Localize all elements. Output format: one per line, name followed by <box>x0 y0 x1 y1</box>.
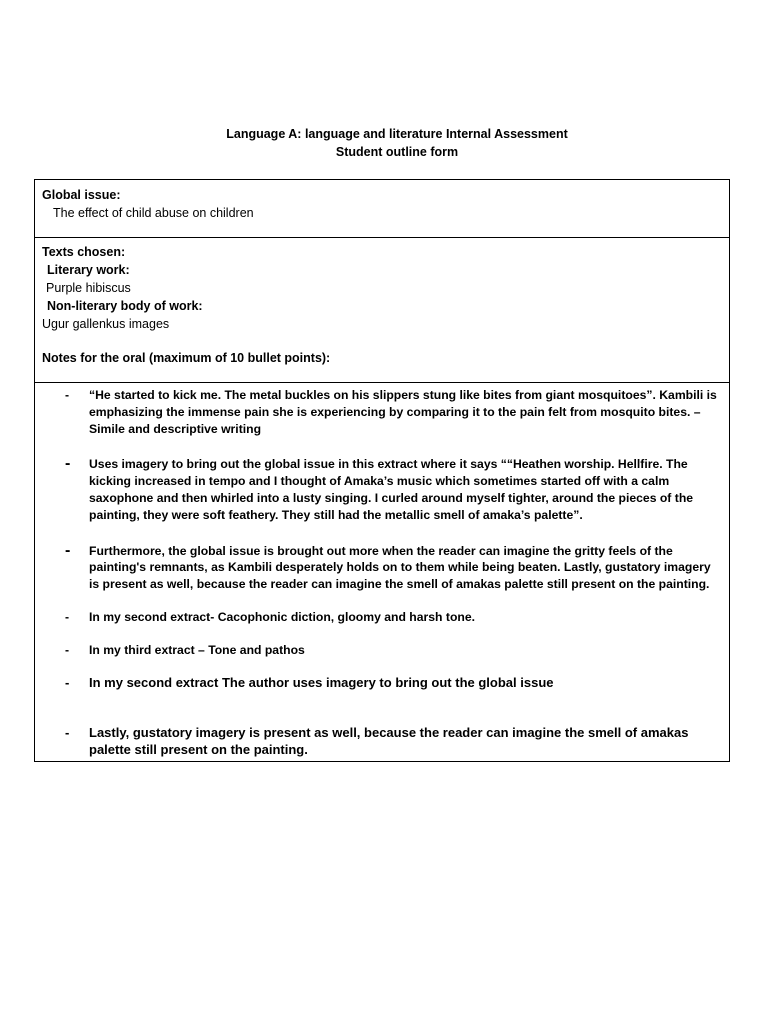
page-title: Language A: language and literature Internal Assessment <box>226 127 568 141</box>
bullet-dash: - <box>65 455 71 473</box>
bullet-text: In my second extract The author uses imagery to bring out the global issue <box>89 674 554 690</box>
bullet-text: In my second extract- Cacophonic diction, gloomy and harsh tone. <box>89 609 475 624</box>
bullet-item <box>42 387 722 437</box>
bullet-item <box>42 543 722 593</box>
bullet-item <box>42 642 722 659</box>
outline-form-table <box>34 179 730 762</box>
bullet-item <box>42 609 722 626</box>
page-subtitle: Student outline form <box>335 145 459 159</box>
global-issue-value: The effect of child abuse on children <box>53 206 254 220</box>
bullet-item <box>42 725 722 759</box>
bullet-text: Furthermore, the global issue is brought out more when the reader can imagine the gritty feels of the painting's remnants, as Kambili desperately holds on to them while being beaten. Lastly, gustatory imagery is present as well, because the reader can imagine the smell of amakas palette still present on the painting. <box>89 543 711 592</box>
bullet-dash: - <box>65 541 71 559</box>
page-header <box>34 125 760 161</box>
texts-chosen-section <box>35 238 729 383</box>
bullet-item <box>42 456 722 523</box>
non-literary-label: Non-literary body of work: <box>47 299 203 313</box>
bullet-dash: - <box>65 725 70 741</box>
literary-work-value: Purple hibiscus <box>46 281 131 295</box>
global-issue-section <box>35 180 729 238</box>
bullet-text: Lastly, gustatory imagery is present as well, because the reader can imagine the smell of amakas palette still present on the painting. <box>89 725 689 758</box>
texts-chosen-label: Texts chosen: <box>42 245 126 259</box>
bullet-dash: - <box>65 674 70 690</box>
bullet-dash: - <box>65 388 70 402</box>
bullet-text: In my third extract – Tone and pathos <box>89 642 305 657</box>
bullet-item <box>42 675 722 692</box>
bullet-dash: - <box>65 642 70 657</box>
bullet-text: Uses imagery to bring out the global issue in this extract where it says ““Heathen worship. Hellfire. The kicking increased in tempo and I thought of Amaka’s music which sometimes started off with a calm saxophone and then whirled into a lusty singing. I curled around myself tighter, around the pieces of the painting, they were soft feathery. They still had the metallic smell of amaka’s palette”. <box>89 457 694 522</box>
notes-bullets-section <box>35 383 729 761</box>
global-issue-label: Global issue: <box>42 188 121 202</box>
bullet-text: “He started to kick me. The metal buckles on his slippers stung like bites from giant mosquitoes”. Kambili is emphasizing the immense pain she is experiencing by comparing it to the pain felt from mosquito bites. – Simile and descriptive writing <box>89 388 717 436</box>
non-literary-value: Ugur gallenkus images <box>42 317 170 331</box>
bullet-dash: - <box>65 609 70 624</box>
literary-work-label: Literary work: <box>47 263 130 277</box>
notes-label: Notes for the oral (maximum of 10 bullet points): <box>42 351 331 365</box>
